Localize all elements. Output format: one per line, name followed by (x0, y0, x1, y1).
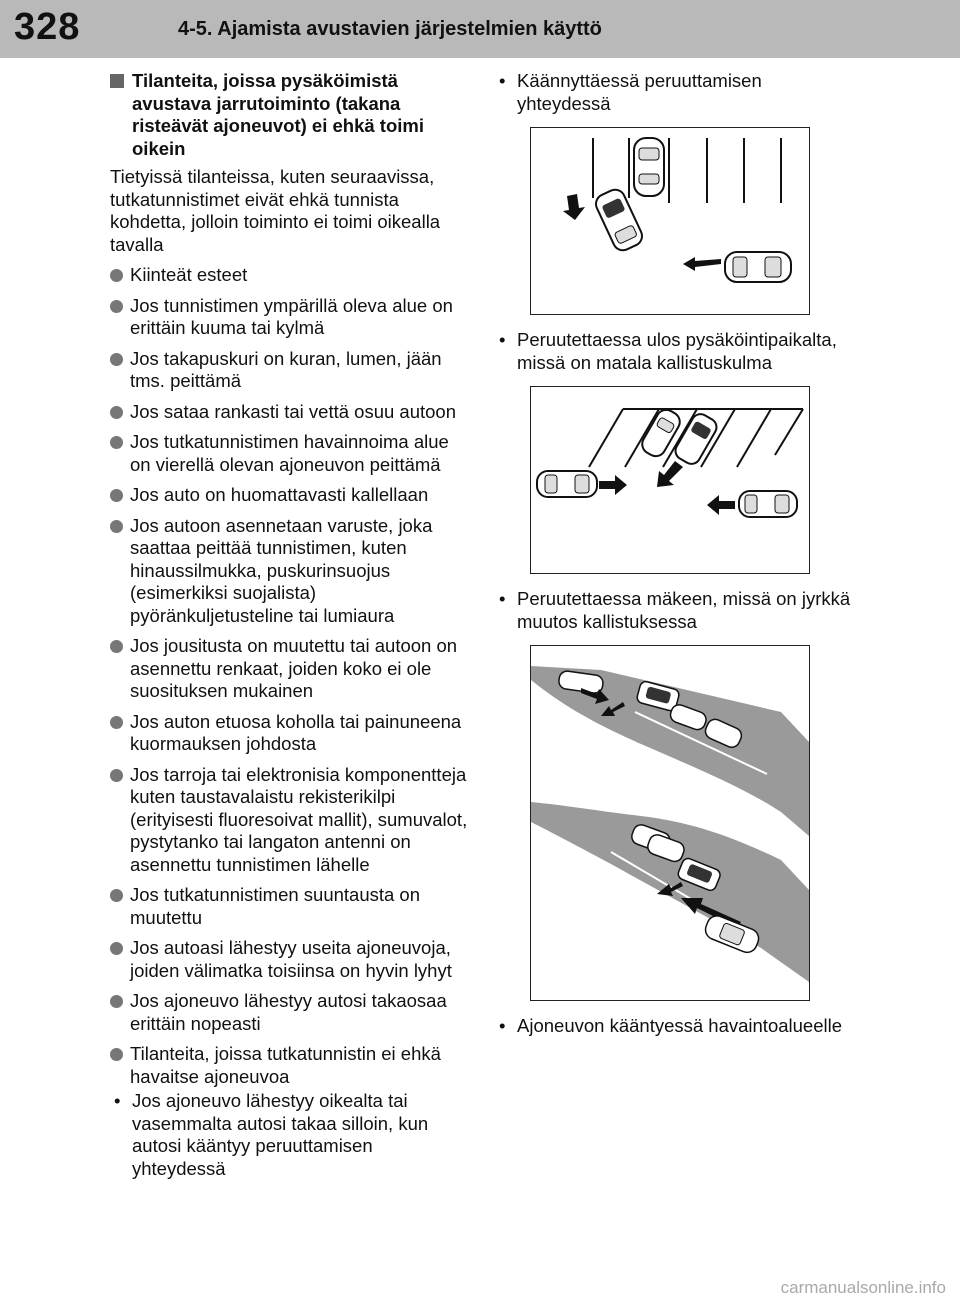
dash-bullet-icon: • (499, 1015, 506, 1036)
slope-illustration (531, 646, 809, 1000)
list-item: Jos tutkatunnistimen suuntausta on muutettu (110, 884, 470, 929)
dash-item: • Peruutettaessa ulos pysäköintipaikalta, missä on matala kallistuskulma (499, 329, 837, 373)
dash-item: • Ajoneuvon kääntyessä havaintoalueelle (499, 1015, 843, 1036)
parking-turn-illustration (531, 128, 809, 314)
arrow-right-icon (599, 475, 627, 495)
bullet-icon (110, 353, 123, 366)
list-item: Jos autoasi lähestyy useita ajoneuvoja, joiden välimatka toisiinsa on hyvin lyhyt (110, 937, 470, 982)
arrow-down-icon (563, 194, 585, 220)
left-column (110, 70, 470, 1186)
list-item: Jos tutkatunnistimen havainnoima alue on vierellä olevan ajoneuvon peittämä (110, 431, 470, 476)
dash-bullet-icon: • (114, 1090, 121, 1111)
dash-item: • Käännyttäessä peruuttamisen yhteydessä (499, 70, 762, 114)
bullet-icon (110, 640, 123, 653)
square-bullet-icon (110, 74, 124, 88)
page-number: 328 (14, 6, 81, 48)
turning-car-icon (593, 186, 646, 253)
bullet-icon (110, 995, 123, 1008)
bullet-icon (110, 489, 123, 502)
bullet-icon (110, 436, 123, 449)
dash-bullet-icon: • (499, 588, 506, 609)
list-item: Jos ajoneuvo lähestyy autosi takaosaa erittäin nopeasti (110, 990, 470, 1035)
arrow-left-icon (707, 495, 735, 515)
list-item: Jos tunnistimen ympärillä oleva alue on erittäin kuuma tai kylmä (110, 295, 470, 340)
left-car-icon (537, 471, 597, 497)
arrow-left-icon (683, 257, 721, 271)
right-car-icon (739, 491, 797, 517)
bullet-icon (110, 269, 123, 282)
heading-text: Tilanteita, joissa pysäköimistä avustava jarrutoiminto (takana risteävät ajoneuvot) ei ehkä toimi oikein (132, 70, 424, 159)
dash-item: • Jos ajoneuvo lähestyy oikealta tai vasemmalta autosi takaa silloin, kun autosi kääntyy peruuttamisen yhteydessä (114, 1090, 429, 1179)
list-item: Jos tarroja tai elektronisia komponentteja kuten taustavalaistu rekisterikilpi (erityisesti fluoresoivat mallit), sumuvalot, pystytanko tai langaton antenni on asennettu tunnistimen lähelle (110, 764, 470, 877)
right-column (495, 70, 855, 1044)
figure-turning-reverse (530, 127, 810, 315)
list-item: Kiinteät esteet (110, 264, 470, 287)
dash-bullet-icon: • (499, 70, 506, 91)
bullet-icon (110, 300, 123, 313)
list-item: Jos auto on huomattavasti kallellaan (110, 484, 470, 507)
list-item: Tilanteita, joissa tutkatunnistin ei ehkä havaitse ajoneuvoa (110, 1043, 470, 1088)
dash-bullet-icon: • (499, 329, 506, 350)
watermark: carmanualsonline.info (780, 1278, 946, 1297)
figure-slope (530, 645, 810, 1001)
approaching-car-icon (725, 252, 791, 282)
bullet-icon (110, 942, 123, 955)
parked-car-icon (634, 138, 664, 196)
section-title: 4-5. Ajamista avustavien järjestelmien käyttö (178, 18, 602, 40)
list-item: Jos jousitusta on muutettu tai autoon on asennettu renkaat, joiden koko ei ole suosituksen mukainen (110, 635, 470, 703)
intro-paragraph: Tietyissä tilanteissa, kuten seuraavissa, tutkatunnistimet eivät ehkä tunnista kohdetta, jolloin toiminto ei toimi oikealla tavalla (110, 166, 441, 255)
section-heading (110, 70, 470, 160)
bullet-icon (110, 889, 123, 902)
dash-item: • Peruutettaessa mäkeen, missä on jyrkkä muutos kallistuksessa (499, 588, 851, 632)
list-item: Jos auton etuosa koholla tai painuneena kuormauksen johdosta (110, 711, 470, 756)
list-item: Jos takapuskuri on kuran, lumen, jään tms. peittämä (110, 348, 470, 393)
bullet-icon (110, 716, 123, 729)
list-item: Jos autoon asennetaan varuste, joka saattaa peittää tunnistimen, kuten hinaussilmukka, puskurinsuojus (esimerkiksi suojalista) pyöränkuljetusteline tai lumiaura (110, 515, 470, 628)
arrow-down-left-icon (657, 461, 683, 487)
figure-angled-parking (530, 386, 810, 574)
list-item: Jos sataa rankasti tai vettä osuu autoon (110, 401, 470, 424)
bullet-icon (110, 1048, 123, 1061)
bullet-icon (110, 520, 123, 533)
bullet-icon (110, 406, 123, 419)
bullet-icon (110, 769, 123, 782)
angled-parking-illustration (531, 387, 809, 573)
